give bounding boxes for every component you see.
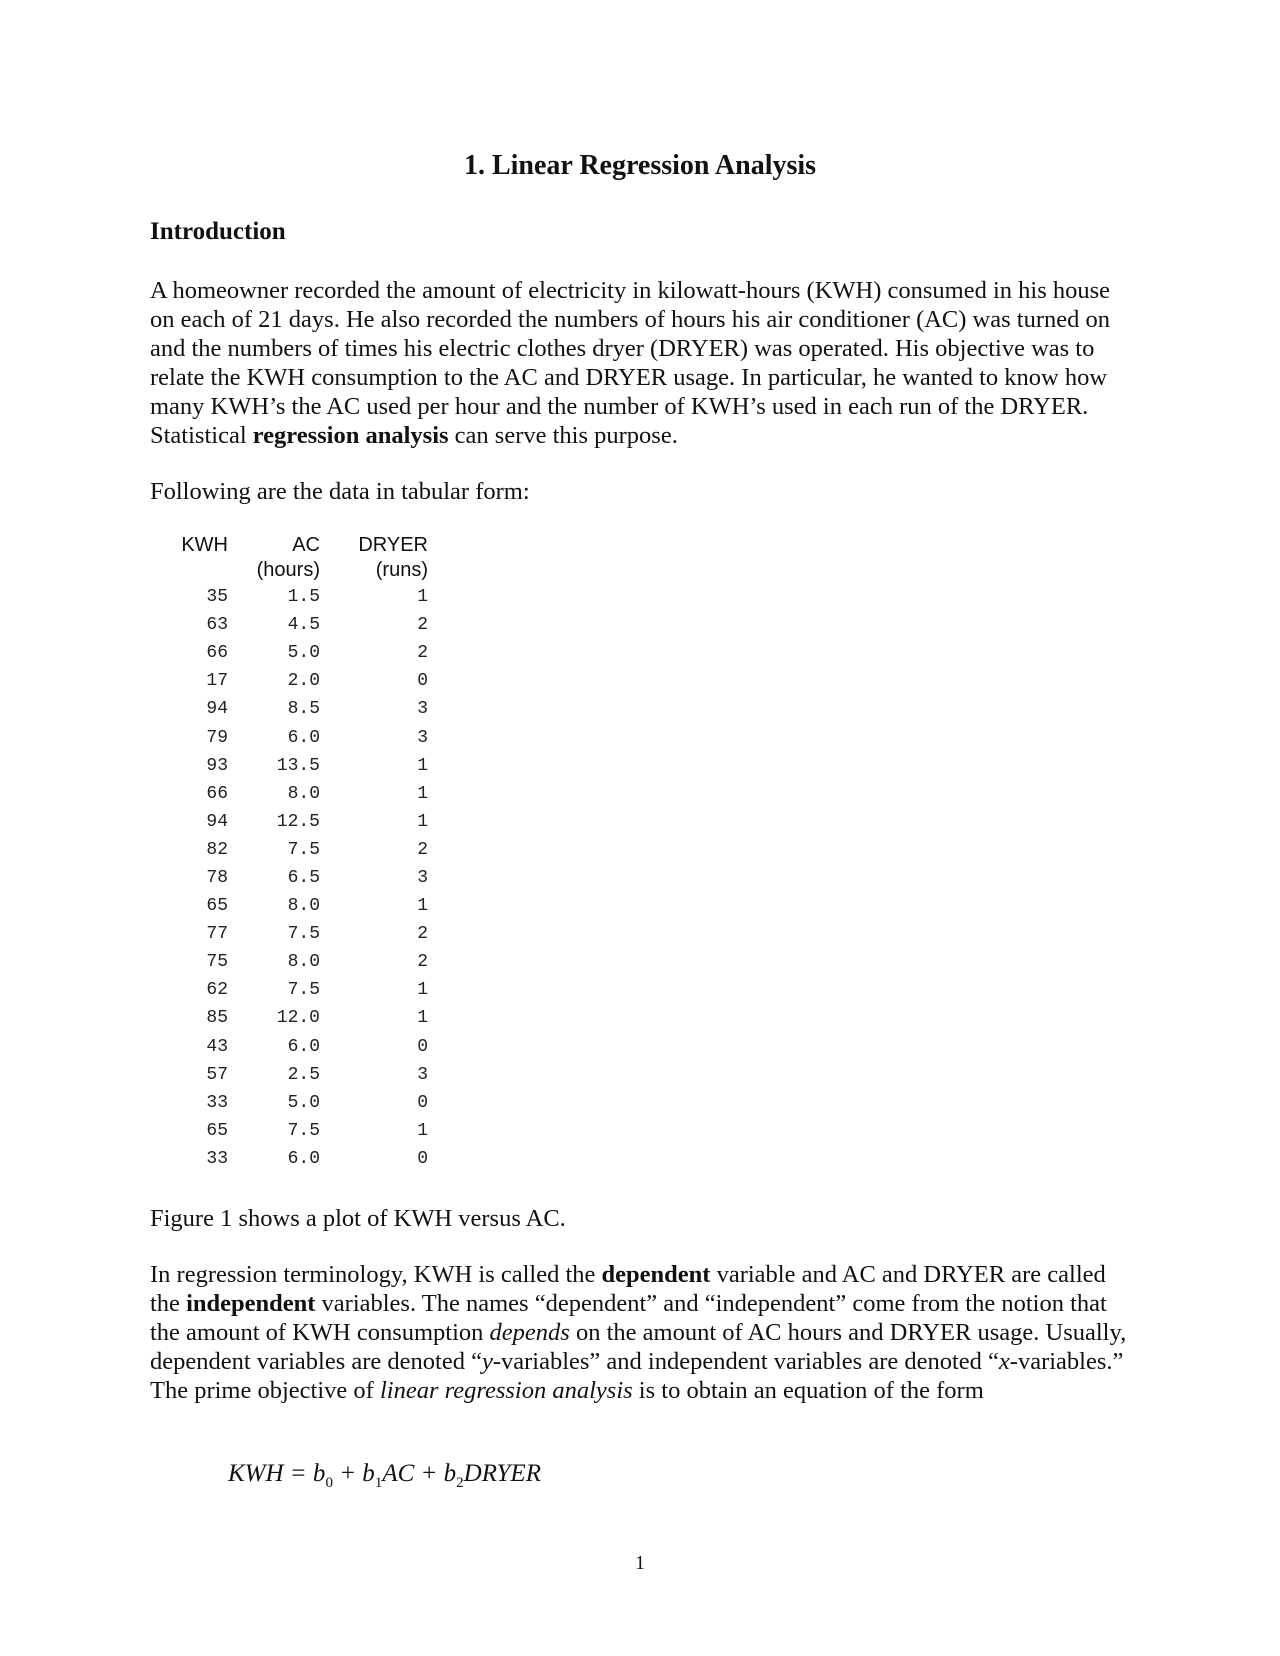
text: In regression terminology, KWH is called the — [150, 1261, 602, 1288]
eq-part: KWH = b — [228, 1460, 326, 1487]
cell-kwh: 75 — [206, 952, 228, 973]
cell-dryer: 2 — [417, 643, 428, 664]
regression-equation — [228, 1460, 541, 1492]
table-row — [170, 864, 428, 892]
col-unit-kwh — [170, 558, 228, 583]
eq-subscript: 0 — [325, 1475, 333, 1491]
cell-ac: 5.0 — [287, 1092, 320, 1113]
table-row — [170, 667, 428, 695]
cell-dryer: 1 — [417, 980, 428, 1001]
cell-ac: 8.5 — [287, 699, 320, 720]
cell-dryer: 0 — [417, 1092, 428, 1113]
cell-kwh: 63 — [206, 615, 228, 636]
data-table — [170, 533, 428, 1173]
cell-kwh: 77 — [206, 924, 228, 945]
cell-ac: 7.5 — [287, 1120, 320, 1141]
cell-dryer: 0 — [417, 1036, 428, 1057]
table-row — [170, 695, 428, 723]
cell-dryer: 2 — [417, 924, 428, 945]
cell-ac: 6.0 — [287, 727, 320, 748]
page-number: 1 — [635, 1552, 645, 1574]
cell-ac: 1.5 — [287, 587, 320, 608]
bold-term: regression analysis — [252, 422, 449, 449]
cell-kwh: 65 — [206, 1120, 228, 1141]
table-intro: Following are the data in tabular form: — [150, 478, 530, 505]
cell-ac: 2.5 — [287, 1064, 320, 1085]
table-row — [170, 583, 428, 611]
table-row — [170, 892, 428, 920]
cell-dryer: 1 — [417, 896, 428, 917]
text: variables. The names “dependent” and “independent” come from the notion that the amount of KWH consumption — [150, 1290, 1107, 1346]
text: is to obtain an equation of the form — [632, 1377, 984, 1404]
table-row — [170, 948, 428, 976]
table-row — [170, 836, 428, 864]
cell-dryer: 1 — [417, 1008, 428, 1029]
italic-term: x — [998, 1348, 1010, 1375]
cell-kwh: 35 — [206, 587, 228, 608]
cell-ac: 8.0 — [287, 783, 320, 804]
figure-reference: Figure 1 shows a plot of KWH versus AC. — [150, 1205, 566, 1232]
table-row — [170, 1004, 428, 1032]
cell-dryer: 3 — [417, 867, 428, 888]
cell-ac: 4.5 — [287, 615, 320, 636]
cell-ac: 12.5 — [276, 811, 320, 832]
table-row — [170, 976, 428, 1004]
section-heading: Introduction — [150, 218, 286, 245]
cell-dryer: 0 — [417, 671, 428, 692]
cell-kwh: 78 — [206, 867, 228, 888]
intro-paragraph — [150, 276, 1130, 450]
cell-ac: 6.0 — [287, 1036, 320, 1057]
cell-ac: 6.0 — [287, 1148, 320, 1169]
cell-ac: 12.0 — [276, 1008, 320, 1029]
cell-kwh: 79 — [206, 727, 228, 748]
cell-ac: 2.0 — [287, 671, 320, 692]
col-header-kwh: KWH — [181, 534, 228, 556]
table-row — [170, 723, 428, 751]
cell-ac: 7.5 — [287, 839, 320, 860]
eq-part: AC + b — [382, 1460, 457, 1487]
cell-kwh: 57 — [206, 1064, 228, 1085]
cell-kwh: 17 — [206, 671, 228, 692]
eq-part: + b — [332, 1460, 375, 1487]
header-row — [170, 533, 428, 558]
table-row — [170, 1089, 428, 1117]
cell-kwh: 66 — [206, 783, 228, 804]
cell-kwh: 65 — [206, 896, 228, 917]
cell-ac: 7.5 — [287, 980, 320, 1001]
cell-ac: 7.5 — [287, 924, 320, 945]
cell-ac: 13.5 — [276, 755, 320, 776]
cell-kwh: 85 — [206, 1008, 228, 1029]
page-title: 1. Linear Regression Analysis — [463, 150, 817, 181]
cell-kwh: 82 — [206, 839, 228, 860]
eq-subscript: 1 — [374, 1475, 383, 1491]
cell-dryer: 0 — [417, 1148, 428, 1169]
text: -variables.” The prime objective of — [150, 1348, 1124, 1404]
table-row — [170, 1033, 428, 1061]
cell-kwh: 33 — [206, 1148, 228, 1169]
text: variable and AC and DRYER are called the — [150, 1261, 1106, 1317]
cell-dryer: 1 — [417, 587, 428, 608]
col-unit-ac: (hours) — [256, 559, 320, 581]
cell-dryer: 1 — [417, 783, 428, 804]
eq-part: DRYER — [463, 1460, 541, 1487]
bold-term: independent — [186, 1290, 316, 1317]
cell-kwh: 66 — [206, 643, 228, 664]
cell-dryer: 3 — [417, 727, 428, 748]
eq-subscript: 2 — [456, 1475, 464, 1491]
cell-kwh: 93 — [206, 755, 228, 776]
table-row — [170, 611, 428, 639]
table-row — [170, 1117, 428, 1145]
cell-kwh: 43 — [206, 1036, 228, 1057]
cell-kwh: 62 — [206, 980, 228, 1001]
text: -variables” and independent variables are denoted “ — [492, 1348, 999, 1375]
cell-ac: 8.0 — [287, 896, 320, 917]
cell-dryer: 2 — [417, 839, 428, 860]
col-unit-dryer: (runs) — [375, 559, 428, 581]
cell-dryer: 1 — [417, 1120, 428, 1141]
italic-term: depends — [489, 1319, 570, 1346]
table-row — [170, 639, 428, 667]
italic-term: linear regression analysis — [379, 1377, 633, 1404]
table-row — [170, 1061, 428, 1089]
text: on the amount of AC hours and DRYER usage. Usually, dependent variables are denoted “ — [150, 1319, 1127, 1375]
cell-dryer: 1 — [417, 811, 428, 832]
header-units-row — [170, 558, 428, 583]
text: can serve this purpose. — [448, 422, 678, 449]
table-row — [170, 1145, 428, 1173]
cell-ac: 8.0 — [287, 952, 320, 973]
col-header-dryer: DRYER — [358, 534, 428, 556]
table-row — [170, 808, 428, 836]
cell-dryer: 3 — [417, 1064, 428, 1085]
bold-term: dependent — [601, 1261, 711, 1288]
cell-dryer: 3 — [417, 699, 428, 720]
terminology-paragraph — [150, 1260, 1130, 1405]
cell-kwh: 94 — [206, 811, 228, 832]
cell-dryer: 1 — [417, 755, 428, 776]
text: A homeowner recorded the amount of electricity in kilowatt-hours (KWH) consumed in his house on each of 21 days. He also recorded the numbers of hours his air conditioner (AC) was turned on and the numbers of times his electric clothes dryer (DRYER) was operated. His objective was to relate the KWH consumption to the AC and DRYER usage. In particular, he wanted to know how many KWH’s the AC used per hour and the number of KWH’s used in each run of the DRYER. Statistical — [150, 277, 1111, 449]
italic-term: y — [481, 1348, 493, 1375]
cell-kwh: 33 — [206, 1092, 228, 1113]
table-row — [170, 752, 428, 780]
table-row — [170, 780, 428, 808]
cell-ac: 6.5 — [287, 867, 320, 888]
table-row — [170, 920, 428, 948]
cell-dryer: 2 — [417, 615, 428, 636]
cell-dryer: 2 — [417, 952, 428, 973]
col-header-ac: AC — [292, 534, 320, 556]
cell-kwh: 94 — [206, 699, 228, 720]
cell-ac: 5.0 — [287, 643, 320, 664]
